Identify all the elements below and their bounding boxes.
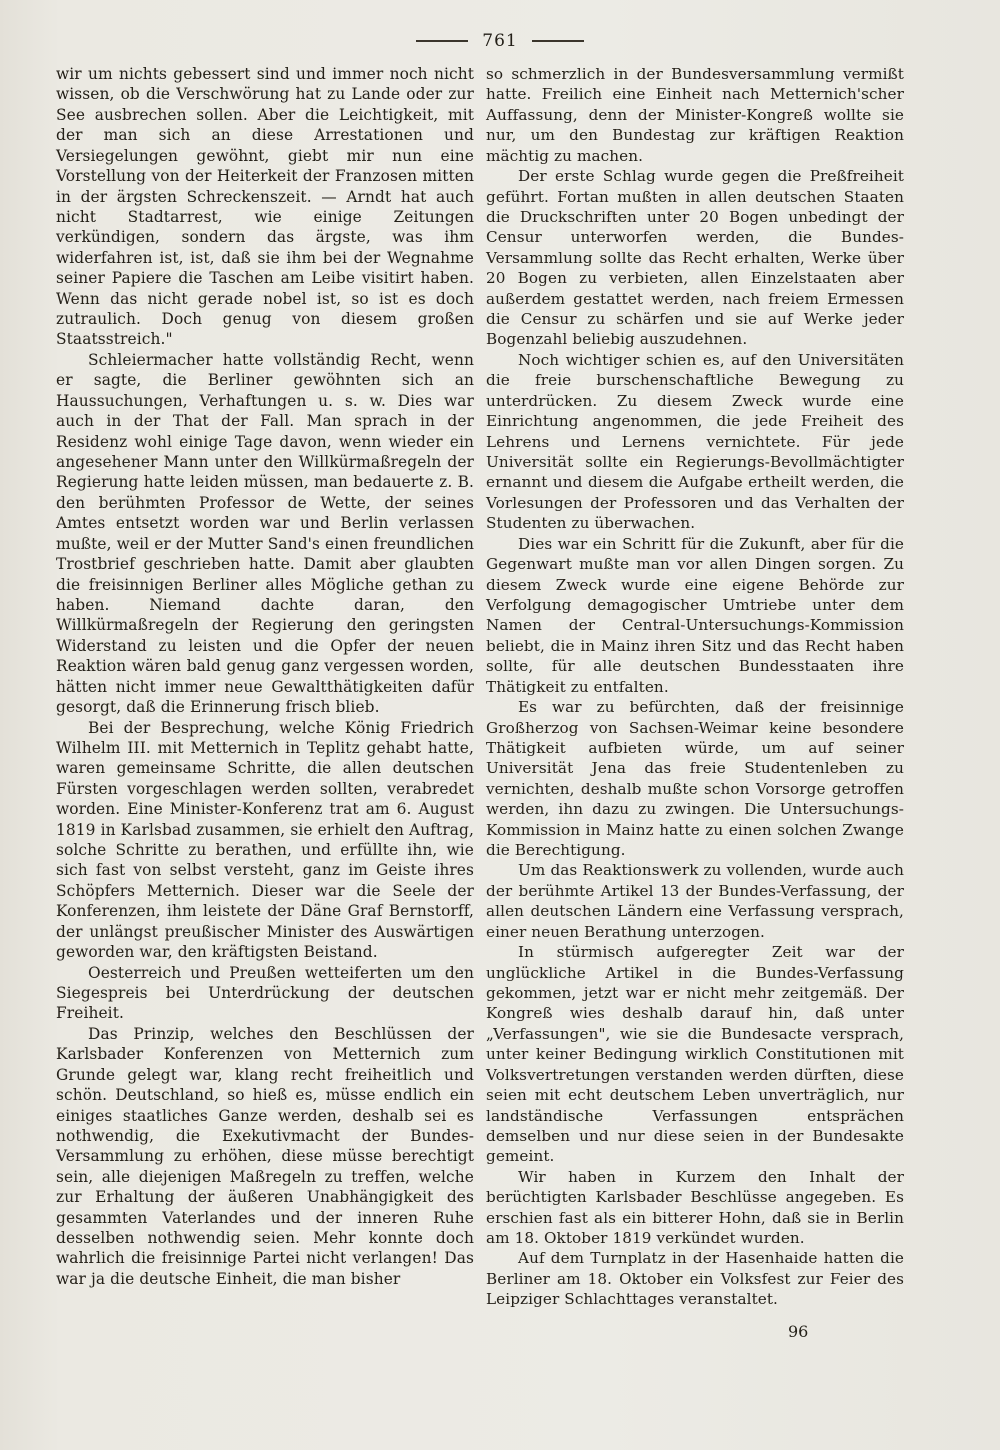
page-number: 761	[482, 31, 518, 51]
paragraph: Oesterreich und Preußen wetteiferten um den Siegespreis bei Unterdrückung der deutschen Freiheit.	[56, 963, 474, 1023]
paragraph: Bei der Besprechung, welche König Friedrich Wilhelm III. mit Metternich in Teplitz gehabt hatte, waren gemeinsame Schritte, die allen deutschen Fürsten vorgeschlagen werden sollten, verabredet worden. Eine Minister-Konferenz trat am 6. August 1819 in Karlsbad zusammen, sie erhielt den Auftrag, solche Schritte zu berathen, und erfüllte ihn, wie sich fast von selbst versteht, ganz im Geiste ihres Schöpfers Metternich. Dieser war die Seele der Konferenzen, ihm leistete der Däne Graf Bernstorff, der unlängst preußischer Minister des Auswärtigen geworden war, den kräftigsten Beistand.	[56, 718, 474, 962]
paragraph: Wir haben in Kurzem den Inhalt der berüchtigten Karlsbader Beschlüsse angegeben. Es erschien fast als ein bitterer Hohn, daß sie in Berlin am 18. Oktober 1819 verkündet wurden.	[486, 1167, 904, 1248]
paragraph: so schmerzlich in der Bundesversammlung vermißt hatte. Freilich eine Einheit nach Metternich'scher Auffassung, denn der Minister-Kongreß wollte sie nur, um den Bundestag zur kräftigen Reaktion mächtig zu machen.	[486, 65, 904, 165]
right-column	[486, 64, 904, 1310]
paragraph: Es war zu befürchten, daß der freisinnige Großherzog von Sachsen-Weimar keine besondere Thätigkeit aufbieten würde, um auf seiner Universität Jena das freie Studentenleben zu vernichten, deshalb mußte schon Vorsorge getroffen werden, ihn dazu zu zwingen. Die Untersuchungs-Kommission in Mainz hatte zu einen solchen Zwange die Berechtigung.	[486, 698, 904, 860]
paragraph: wir um nichts gebessert sind und immer noch nicht wissen, ob die Verschwörung hat zu Lande oder zur See ausbrechen sollen. Aber die Leichtigkeit, mit der man sich an diese Arrestationen und Versiegelungen gewöhnt, giebt mir nun eine Vorstellung von der Heiterkeit der Franzosen mitten in der ärgsten Schreckenszeit. — Arndt hat auch nicht Stadtarrest, wie einige Zeitungen verkündigen, sondern das ärgste, was ihm widerfahren ist, ist, daß sie ihm bei der Wegnahme seiner Papiere die Taschen am Leibe visitirt haben. Wenn das nicht gerade nobel ist, so ist es doch zutraulich. Doch genug von diesem großen Staatsstreich."	[56, 65, 474, 349]
header-rule-right	[532, 40, 584, 42]
paragraph: Das Prinzip, welches den Beschlüssen der Karlsbader Konferenzen von Metternich zum Grunde gelegt war, klang recht freiheitlich und schön. Deutschland, so hieß es, müsse endlich ein einiges staatliches Ganze werden, deshalb sei es nothwendig, die Exekutivmacht der Bundes-Versammlung zu erhöhen, diese müsse berechtigt sein, alle diejenigen Maßregeln zu treffen, welche zur Erhaltung der äußeren Unabhängigkeit des gesammten Vaterlandes und der inneren Ruhe desselben nothwendig seien. Mehr konnte doch wahrlich die freisinnige Partei nicht verlangen! Das war ja die deutsche Einheit, die man bisher	[56, 1024, 474, 1288]
paragraph: Der erste Schlag wurde gegen die Preßfreiheit geführt. Fortan mußten in allen deutschen Staaten die Druckschriften unter 20 Bogen unbedingt der Censur unterworfen werden, die Bundes-Versammlung sollte das Recht erhalten, Werke über 20 Bogen zu verbieten, allen Einzelstaaten aber außerdem gestattet werden, nach freiem Ermessen die Censur zu schärfen und sie auf Werke jeder Bogenzahl beliebig auszudehnen.	[486, 167, 904, 349]
header-rule-left	[416, 40, 468, 42]
paragraph: Schleiermacher hatte vollständig Recht, wenn er sagte, die Berliner gewöhnten sich an Haussuchungen, Verhaftungen u. s. w. Dies war auch in der That der Fall. Man sprach in der Residenz wohl einige Tage davon, wenn wieder ein angesehener Mann unter den Willkürmaßregeln der Regierung hatte leiden müssen, man bedauerte z. B. den berühmten Professor de Wette, der seines Amtes entsetzt worden war und Berlin verlassen mußte, weil er der Mutter Sand's einen freundlichen Trostbrief geschrieben hatte. Damit aber glaubten die freisinnigen Berliner alles Mögliche gethan zu haben. Niemand dachte daran, den Willkürmaßregeln der Regierung den geringsten Widerstand zu leisten und die Opfer der neuen Reaktion wären bald genug ganz vergessen worden, hätten nicht immer neue Gewaltthätigkeiten dafür gesorgt, daß die Erinnerung frisch blieb.	[56, 350, 474, 717]
signature-mark: 96	[788, 1322, 809, 1341]
left-column	[56, 64, 474, 1289]
paragraph: Noch wichtiger schien es, auf den Universitäten die freie burschenschaftliche Bewegung zu unterdrücken. Zu diesem Zweck wurde eine Einrichtung angenommen, die jede Freiheit des Lehrens und Lernens vernichtete. Für jede Universität sollte ein Regierungs-Bevollmächtigter ernannt und diesem die Aufgabe ertheilt werden, die Vorlesungen der Professoren und das Verhalten der Studenten zu überwachen.	[486, 350, 904, 533]
paragraph: Um das Reaktionswerk zu vollenden, wurde auch der berühmte Artikel 13 der Bundes-Verfassung, der allen deutschen Ländern eine Verfassung versprach, einer neuen Berathung unterzogen.	[486, 861, 904, 941]
paragraph: Auf dem Turnplatz in der Hasenhaide hatten die Berliner am 18. Oktober ein Volksfest zur Feier des Leipziger Schlachttages veranstaltet.	[486, 1249, 904, 1309]
page-header	[0, 26, 1000, 56]
paragraph: In stürmisch aufgeregter Zeit war der unglückliche Artikel in die Bundes-Verfassung gekommen, jetzt war er nicht mehr zeitgemäß. Der Kongreß wies deshalb darauf hin, daß unter „Verfassungen", wie sie die Bundesacte versprach, unter keiner Bedingung wirklich Constitutionen mit Volksvertretungen verstanden werden dürften, diese seien mit echt deutschem Leben unverträglich, nur landständische Verfassungen entsprächen demselben und nur diese seien in der Bundesakte gemeint.	[486, 943, 904, 1166]
paragraph: Dies war ein Schritt für die Zukunft, aber für die Gegenwart mußte man vor allen Dingen sorgen. Zu diesem Zweck wurde eine eigene Behörde zur Verfolgung demagogischer Umtriebe unter dem Namen der Central-Untersuchungs-Kommission beliebt, die in Mainz ihren Sitz und das Recht haben sollte, für alle deutschen Bundesstaaten ihre Thätigkeit zu entfalten.	[486, 534, 904, 696]
